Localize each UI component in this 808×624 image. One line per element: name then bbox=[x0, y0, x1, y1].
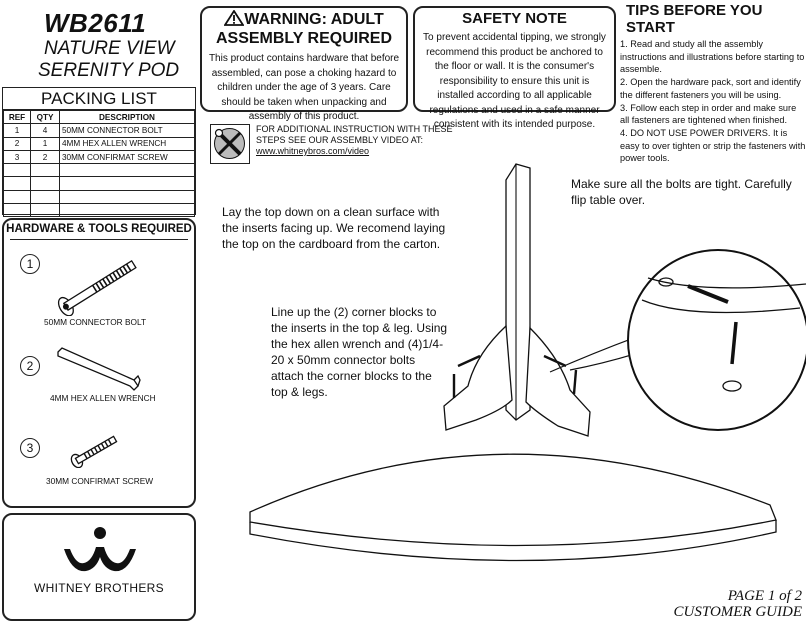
packing-list bbox=[2, 87, 196, 215]
connector-bolt-icon bbox=[44, 256, 154, 316]
hardware-title-rule bbox=[10, 239, 188, 240]
step-2-instruction: Line up the (2) corner blocks to the inserts in the top & leg. Using the hex allen wrench and (4)1/4-20 x 50mm connector bolts attach the corner blocks to the top & legs. bbox=[271, 305, 448, 399]
cell-description: 30MM CONFIRMAT SCREW bbox=[60, 150, 195, 163]
warning-title-line1: WARNING: ADULT bbox=[244, 11, 384, 28]
tips-section bbox=[620, 2, 806, 165]
hex-allen-wrench-icon bbox=[54, 346, 144, 392]
hardware-number-3: 3 bbox=[20, 438, 40, 458]
step-1-instruction: Lay the top down on a clean surface with the inserts facing up. We recomend laying the top on the cardboard from the carton. bbox=[222, 205, 446, 251]
hardware-number-2: 2 bbox=[20, 356, 40, 376]
col-description: DESCRIPTION bbox=[60, 111, 195, 124]
product-name-line1: NATURE VIEW bbox=[44, 38, 175, 59]
table-row-empty bbox=[4, 177, 195, 190]
guide-label: CUSTOMER GUIDE bbox=[673, 604, 802, 620]
col-qty: QTY bbox=[31, 111, 60, 124]
table-header-row bbox=[4, 111, 195, 124]
page-footer bbox=[674, 588, 802, 620]
video-url-link[interactable]: www.whitneybros.com/video bbox=[256, 146, 370, 156]
hardware-label-2: 4MM HEX ALLEN WRENCH bbox=[50, 393, 156, 403]
hardware-label-1: 50MM CONNECTOR BOLT bbox=[44, 317, 147, 327]
warning-triangle-icon bbox=[224, 10, 244, 26]
cell-description: 50MM CONNECTOR BOLT bbox=[60, 124, 195, 137]
packing-list-table bbox=[3, 110, 195, 217]
page-number: PAGE 1 of 2 bbox=[727, 588, 802, 604]
table-row-empty bbox=[4, 204, 195, 217]
brand-logo-box bbox=[2, 513, 196, 621]
tip-item: 2. Open the hardware pack, sort and identify the different fasteners you will be using. bbox=[620, 77, 801, 100]
warning-title-line2: ASSEMBLY REQUIRED bbox=[215, 30, 393, 47]
tip-item: 1. Read and study all the assembly instructions and illustrations before starting to assemble. bbox=[620, 39, 805, 75]
cell-qty: 2 bbox=[31, 150, 60, 163]
warning-body: This product contains hardware that before assembled, can pose a choking hazard to children under the age of 3 years. Care should be taken when unpacking and assembly of this product. bbox=[208, 53, 400, 122]
step-3-instruction: Make sure all the bolts are tight. Carefully flip table over. bbox=[571, 177, 792, 207]
safety-note-box bbox=[413, 6, 616, 130]
video-text-line1: FOR ADDITIONAL INSTRUCTION WITH THESE bbox=[256, 124, 453, 134]
confirmat-screw-icon bbox=[66, 432, 126, 468]
table-row-empty bbox=[4, 164, 195, 177]
table-row bbox=[4, 124, 195, 137]
table-row-empty bbox=[4, 190, 195, 203]
table-row bbox=[4, 137, 195, 150]
brand-name: WHITNEY BROTHERS bbox=[34, 581, 164, 595]
cell-ref: 1 bbox=[4, 124, 31, 137]
hardware-panel bbox=[2, 218, 196, 508]
table-row bbox=[4, 150, 195, 163]
safety-title: SAFETY NOTE bbox=[462, 10, 567, 27]
col-ref: REF bbox=[4, 111, 31, 124]
tips-title: TIPS BEFORE YOU START bbox=[626, 2, 763, 36]
warning-box bbox=[200, 6, 408, 122]
model-number: WB2611 bbox=[44, 8, 147, 38]
hardware-title: HARDWARE & TOOLS REQUIRED bbox=[6, 223, 192, 235]
hardware-number-1: 1 bbox=[20, 254, 40, 274]
packing-list-title: PACKING LIST bbox=[3, 88, 195, 110]
cell-description: 4MM HEX ALLEN WRENCH bbox=[60, 137, 195, 150]
product-name-line2: SERENITY POD bbox=[38, 60, 180, 81]
cell-ref: 3 bbox=[4, 150, 31, 163]
cell-ref: 2 bbox=[4, 137, 31, 150]
tip-item: 4. DO NOT USE POWER DRIVERS. It is easy to over tighten or strip the fasteners with power tools. bbox=[620, 127, 806, 164]
video-text-line2: STEPS SEE OUR ASSEMBLY VIDEO AT: bbox=[256, 135, 424, 145]
hardware-label-3: 30MM CONFIRMAT SCREW bbox=[46, 476, 154, 486]
safety-body: To prevent accidental tipping, we strongly recommend this product be anchored to the floor or wall. It is the consumer's responsibility to ensure this unit is installed according to all applicable regulations and used in a safe manner consistent with its intended purpose. bbox=[423, 32, 606, 130]
tip-item: 3. Follow each step in order and make sure all fasteners are tightened when finished. bbox=[620, 102, 797, 126]
whitney-brothers-logo-icon bbox=[60, 523, 140, 579]
cell-qty: 1 bbox=[31, 137, 60, 150]
cell-qty: 4 bbox=[31, 124, 60, 137]
